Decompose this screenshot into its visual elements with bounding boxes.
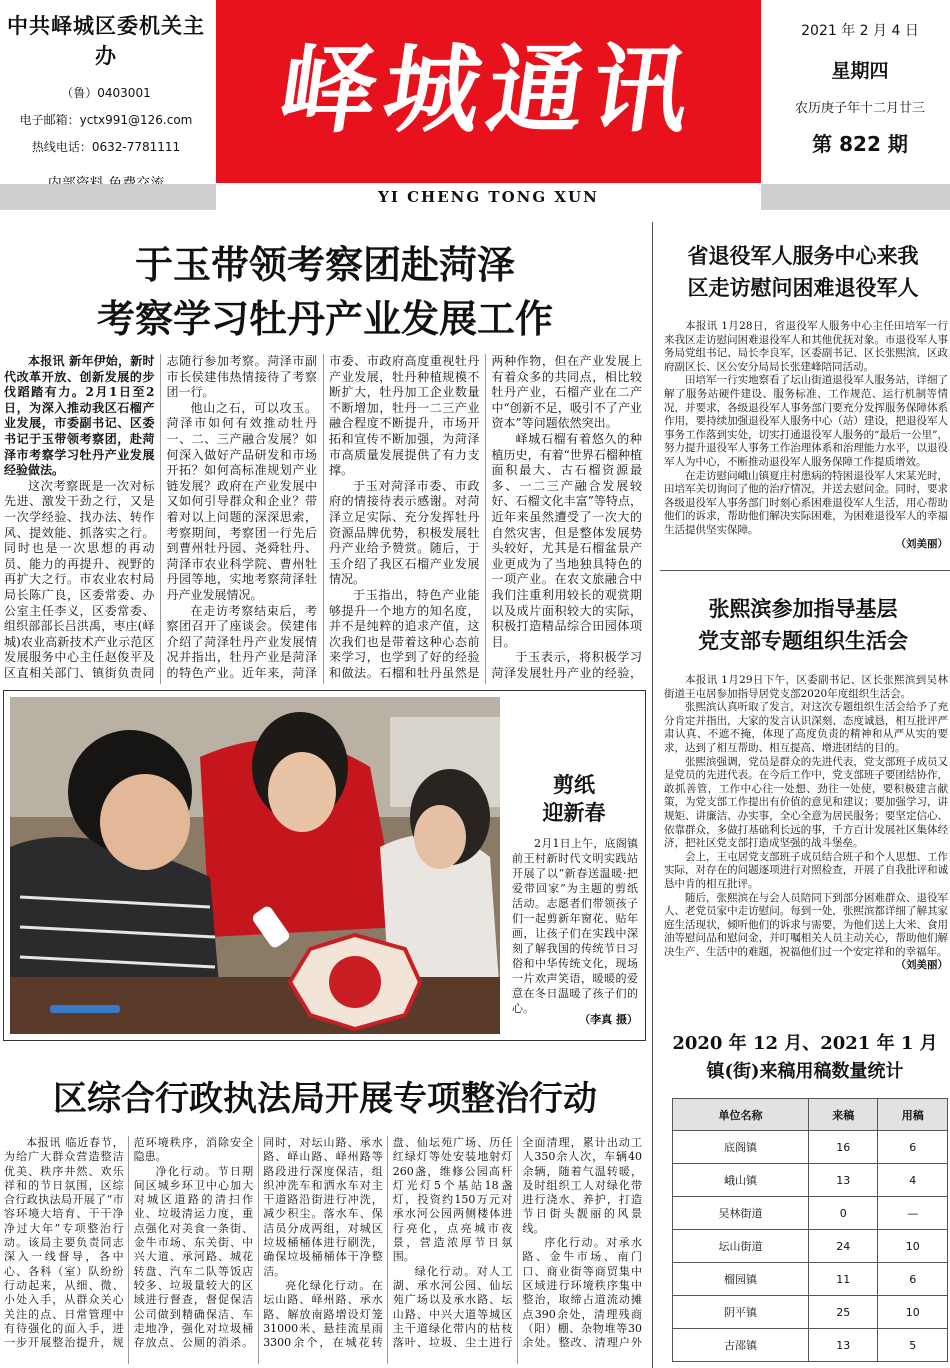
table-row bbox=[673, 1131, 948, 1164]
table-row bbox=[673, 1263, 948, 1296]
newspaper-pinyin: YI CHENG TONG XUN bbox=[216, 184, 761, 210]
bottom-article-body bbox=[4, 1136, 642, 1364]
col-submitted: 来稿 bbox=[808, 1099, 878, 1131]
table-cell: — bbox=[878, 1197, 948, 1230]
table-cell: 13 bbox=[808, 1164, 878, 1197]
right2-headline-line-1: 张熙滨参加指导基层 bbox=[708, 596, 898, 621]
table-cell: 4 bbox=[878, 1164, 948, 1197]
masthead-right bbox=[770, 0, 950, 183]
right2-paragraph: 张熙滨强调，党员是群众的先进代表，党支部班子成员又是党员的先进代表。在今后工作中，党支部班子要团结协作，敢抓善管，工作中心往一处想、劲往一处使，要积极建言献策，为党支部工作提出有价值的意见和建议；要加强学习，讲规矩、讲廉洁、办实事，全心全意为居民服务；要坚定信心、依靠群众，多做打基础利长远的事，千方百计发展社区集体经济，把社区党支部打造成坚强的战斗堡垒。 bbox=[664, 755, 948, 850]
table-row bbox=[673, 1230, 948, 1263]
lead-paragraph: 在走访考察结束后，考察团召开了座谈会。侯建伟介绍了菏泽牡丹产业发展情况并指出，牡丹产业是菏泽的特色产业。近年来，菏泽市委、市政府高度重视牡丹产业发展，牡丹种植规模不断扩大，牡丹加工企业数量不断增加，牡丹一二三产业融合程度不断提升，市场开拓和宣传不断加强，为菏泽市高质量发展提供了有力支撑。 bbox=[166, 354, 480, 680]
lead-paragraph: 于玉表示，将积极学习菏泽发展牡丹产业的经验， bbox=[491, 650, 642, 680]
table-header-row bbox=[673, 1099, 948, 1131]
col-used: 用稿 bbox=[878, 1099, 948, 1131]
right2-headline-line-2: 党支部专题组织生活会 bbox=[698, 628, 908, 653]
table-cell: 0 bbox=[808, 1197, 878, 1230]
lead-paragraph: 他山之石，可以攻玉。菏泽市如何有效推动牡丹一、二、三产融合发展？如何深入做好产品研发和市场开拓？如何高标准规划产业链发展？政府在产业发展中又如何引导群众和企业？带着对以上问题的深深思索，考察期间，考察团一行先后到曹州牡丹园、尧舜牡丹、菏泽市农业科学院、曹州牡丹园等地，实地考察菏泽牡丹产业发展情况。 bbox=[166, 400, 317, 602]
table-cell: 底阁镇 bbox=[673, 1131, 809, 1164]
lead-headline-line-1: 于玉带领考察团赴菏泽 bbox=[134, 242, 515, 287]
lead-paragraph-text: 本报讯 新年伊始，新时代改革开放、创新发展的步伐蹈踏有力。2月1日至2日，为深入推动我区石榴产业发展，市委副书记、区委书记于玉带领考察团，赴菏泽市考察学习牡丹产业发展经验做法。 bbox=[4, 354, 155, 478]
right1-article-body bbox=[664, 320, 948, 560]
submission-stats-table bbox=[672, 1098, 948, 1362]
table-cell: 古邵镇 bbox=[673, 1329, 809, 1362]
stats-title-line-2: 镇(街)来稿用稿数量统计 bbox=[706, 1061, 904, 1082]
photo-feature bbox=[3, 690, 646, 1041]
lead-headline-line-2: 考察学习牡丹产业发展工作 bbox=[96, 296, 553, 341]
bottom-paragraph: 序化行动。对承水路、金牛市场、南门口、商业街等商贸集中区域进行环境秩序集中整治，取缔占道流动摊点390余处，清理残商（阳）棚、杂物堆等30余处。整改、清理户外 bbox=[522, 1236, 642, 1350]
table-row bbox=[673, 1329, 948, 1362]
table-cell: 25 bbox=[808, 1296, 878, 1329]
table-cell: 吴林街道 bbox=[673, 1197, 809, 1230]
right2-headline bbox=[656, 593, 950, 657]
table-cell: 5 bbox=[878, 1329, 948, 1362]
right1-headline-line-1: 省退役军人服务中心来我 bbox=[687, 243, 919, 268]
bottom-paragraph: 本报讯 临近春节，为给广大群众营造整洁优美、秩序井然、欢乐祥和的节日氛围，区综合行政执法局开展了“市容环境大培育、干干净净过大年”专项整治行动。该局主要负责同志深入一线督导，各中心、各科（室）队纷纷行动起来，从细、微、小处入手，从群众关心关注的点、日常管理中有待强化的面入手，进一步开展整治提升，规范环境秩序，消除安全隐患。 bbox=[4, 1136, 254, 1350]
table-cell: 24 bbox=[808, 1230, 878, 1263]
issue-number: 第 822 期 bbox=[812, 132, 908, 156]
table-cell: 峨山镇 bbox=[673, 1164, 809, 1197]
right1-headline bbox=[656, 240, 950, 304]
table-row bbox=[673, 1197, 948, 1230]
masthead-title-box bbox=[216, 0, 761, 183]
table-cell: 6 bbox=[878, 1263, 948, 1296]
table-row bbox=[673, 1164, 948, 1197]
stats-title-line-1: 2020 年 12 月、2021 年 1 月 bbox=[672, 1033, 938, 1054]
right2-paragraph: 随后，张熙滨在与会人员陪同下到部分困难群众、退役军人、老党员家中走访慰问。每到一处，张熙滨都详细了解其家庭生活现状，倾听他们的诉求与需要，为他们送上大米、食用油等慰问品和慰问金，并叮嘱相关人员主动关心，帮助他们解决生产、生活中的难题，祝福他们过一个安定祥和的幸福年。 bbox=[664, 891, 948, 958]
table-cell: 10 bbox=[878, 1230, 948, 1263]
lead-paragraph: 于玉指出，特色产业能够提升一个地方的知名度，并不是纯粹的追求产值，这次我们也是带着这种心态前来学习，也学到了好的经验和做法。石榴和牡丹虽然是两种作物，但在产业发展上有着众多的共同点，相比较牡丹产业，石榴产业在二产中“创新不足，吸引不了产业资本”等问题依然突出。 bbox=[329, 354, 642, 680]
bottom-paragraph: 净化行动。节日期间区城乡环卫中心加大对城区道路的清扫作业、垃圾清运力度，重点强化对美食一条街、金牛市场、东关街、中兴大道、承河路、城花转盘、汽车二队等饭店较多、垃圾量较大的区域进行督查，督促保洁公司做到精确保洁、车走地净，强化对垃圾桶存放点、公厕的消杀。同时，对坛山路、承水路、峄山路、峄州路等路段进行深度保洁，组织冲洗车和洒水车对主干道路沿街进行冲洗，减少积尘。落水车、保洁员分成两组，对城区垃圾桶桶体进行刷洗，确保垃圾桶桶体干净整洁。 bbox=[133, 1136, 383, 1350]
right1-paragraph: 田培军一行实地察看了坛山街道退役军人服务站，详细了解了服务站硬件建设、服务标准、工作规范、运行机制等情况，并要求，各级退役军人事务部门要充分发挥服务保障体系作用，要持续加强退役军人服务中心（站）建设，把退役军人事务工作落到实处，切实打通退役军人服务的“最后一公里”，努力提升退役军人事务工作治理体系和治理能力水平，以退役军人为中心，不断推动退役军人服务保障工作提质增效。 bbox=[664, 374, 948, 468]
photo-caption-title-line-1: 剪纸 bbox=[553, 772, 595, 797]
lead-paragraph: 峄城石榴有着悠久的种植历史，有着“世界石榴种植面积最大、古石榴资源最多、一二三产融合发展较好、石榴文化丰富”等特点，近年来虽然遭受了一次大的自然灾害，但是整体发展势头较好，尤其是石榴盆景产业更成为了当地独具特色的一项产业。在农文旅融合中我们注重利用较长的观赏期以及成片面积较大的实际，积极打造精品综合田园体项目。 bbox=[491, 431, 642, 649]
right2-byline: （刘美丽） bbox=[895, 959, 948, 972]
issue-date: 2021 年 2 月 4 日 bbox=[801, 23, 919, 39]
table-cell: 6 bbox=[878, 1131, 948, 1164]
photo-caption-title-line-2: 迎新春 bbox=[542, 800, 606, 825]
issue-weekday: 星期四 bbox=[831, 60, 889, 82]
masthead-left bbox=[0, 0, 212, 183]
bottom-headline: 区综合行政执法局开展专项整治行动 bbox=[53, 1079, 597, 1119]
table-cell: 阴平镇 bbox=[673, 1296, 809, 1329]
table-cell: 榴园镇 bbox=[673, 1263, 809, 1296]
lead-article-body bbox=[4, 354, 642, 684]
hotline-line: 热线电话：0632-7781111 bbox=[31, 140, 181, 154]
column-divider bbox=[652, 222, 653, 1368]
table-cell: 10 bbox=[878, 1296, 948, 1329]
right1-paragraph: 本报讯 1月28日，省退役军人服务中心主任田培军一行来我区走访慰问困难退役军人和其他优抚对象。市退役军人事务局党组书记、局长李良军，区委副书记、区长张熙滨，区政府副区长、区公安分局局长张建峰陪同活动。 bbox=[664, 320, 948, 373]
right2-paragraph: 本报讯 1月29日下午，区委副书记、区长张熙滨到吴林街道王屯居参加指导居党支部2020年度组织生活会。 bbox=[664, 674, 948, 700]
table-row bbox=[673, 1296, 948, 1329]
photo-credit: （李真 摄） bbox=[579, 1013, 638, 1026]
col-unit-name: 单位名称 bbox=[673, 1099, 809, 1131]
paper-cutting-photo bbox=[10, 697, 500, 1034]
right1-paragraph: 在走访慰问峨山镇夏庄村患病的特困退役军人宋某光时，田培军关切询问了他的治疗情况，并送去慰问金。同时，要求各级退役军人事务部门时刻心系困难退役军人生活，用心帮助他们的诉求，帮助他们解决实际困难，为困难退役军人的幸福生活提供坚实保障。 bbox=[664, 469, 948, 536]
right2-article-body bbox=[664, 674, 948, 1020]
table-cell: 11 bbox=[808, 1263, 878, 1296]
right2-paragraph: 会上，王屯居党支部班子成员结合班子和个人思想、工作实际，对存在的问题逐项进行对照检查，开展了自我批评和诚恳中肯的相互批评。 bbox=[664, 850, 948, 890]
table-cell: 13 bbox=[808, 1329, 878, 1362]
table-cell: 坛山街道 bbox=[673, 1230, 809, 1263]
lead-paragraph bbox=[4, 354, 155, 479]
stats-title bbox=[660, 1030, 950, 1086]
lead-paragraph: 于玉对菏泽市委、市政府的情接待表示感谢。对菏泽立足实际、充分发挥牡丹资源品牌优势，积极发展牡丹产业给予赞赏。随后，于玉介绍了我区石榴产业发展情况。 bbox=[329, 478, 480, 587]
lunar-date: 农历庚子年十二月廿三 bbox=[794, 101, 925, 116]
lead-paragraph: 这次考察既是一次对标先进、激发干劲之行，又是一次学经验、找办法、转作风、提效能、抓落实之行。同时也是一次思想的再动员、能力的再提升、视野的再扩大之行。市农业农村局局长陈广良，区委常委、办公室主任李义，区委常委、组织部部长吕洪禹，枣庄(峄城)农业高新技术产业示范区发展服务中心主任赵俊平及区直相关部门、镇街负责同志随行参加考察。菏泽市副市长侯建伟热情接待了考察团一行。 bbox=[4, 354, 317, 680]
right2-paragraph: 张熙滨认真听取了发言，对这次专题组织生活会给予了充分肯定并指出，大家的发言认识深刻、态度诚恳，相互批评严肃认真、不遮不掩，体现了高度负责的精神和从严从实的要求，达到了相互帮助、相互提高、增进团结的目的。 bbox=[664, 701, 948, 754]
right1-headline-line-2: 区走访慰问困难退役军人 bbox=[687, 275, 919, 300]
newspaper-title: 峄城通讯 bbox=[272, 33, 705, 146]
sponsor-org: 中共峄城区委机关主办 bbox=[7, 13, 205, 68]
email-line: 电子邮箱：yctx991@126.com bbox=[19, 113, 193, 127]
bottom-paragraph: 绿化行动。对人工湖、承水河公园、仙坛苑广场以及承水路、坛山路、中兴大道等城区主干道绿化带内的枯枝落叶、垃圾、尘土进行全面清理，累计出动工人350余人次，车辆40余辆，随着气温转暖，及时组织工人对绿化带进行浇水、养护，打造节日街头靓丽的风景线。 bbox=[392, 1136, 642, 1350]
right1-byline: （刘美丽） bbox=[895, 537, 948, 550]
photo-caption-title bbox=[514, 771, 634, 827]
bottom-paragraph: 亮化绿化行动。在坛山路、峄州路、承水路、解放南路增设灯笼31000米、悬挂流星雨3300余个，在城花转盘、仙坛苑广场、历任红绿灯等处安装地射灯260盏，维修公园高杆灯光灯5个基站18盏灯，投资约150万元对承水河公园两侧楼体进行亮化，点亮城市夜景，营造浓厚节日氛围。 bbox=[263, 1136, 513, 1350]
photo-caption-text: 2月1日上午，底阁镇前王村新时代文明实践站开展了以“新春送温暖·把爱带回家”为主题的剪纸活动。志愿者们带领孩子们一起剪新年窗花、贴年画，让孩子们在实践中深刻了解我国的传统节日习俗和中华传统文化，现场一片欢声笑语，暖暖的爱意在冬日温暖了孩子们的心。 bbox=[512, 837, 638, 1015]
right-divider bbox=[660, 570, 950, 571]
license-number: （鲁）0403001 bbox=[61, 86, 151, 100]
table-cell: 16 bbox=[808, 1131, 878, 1164]
